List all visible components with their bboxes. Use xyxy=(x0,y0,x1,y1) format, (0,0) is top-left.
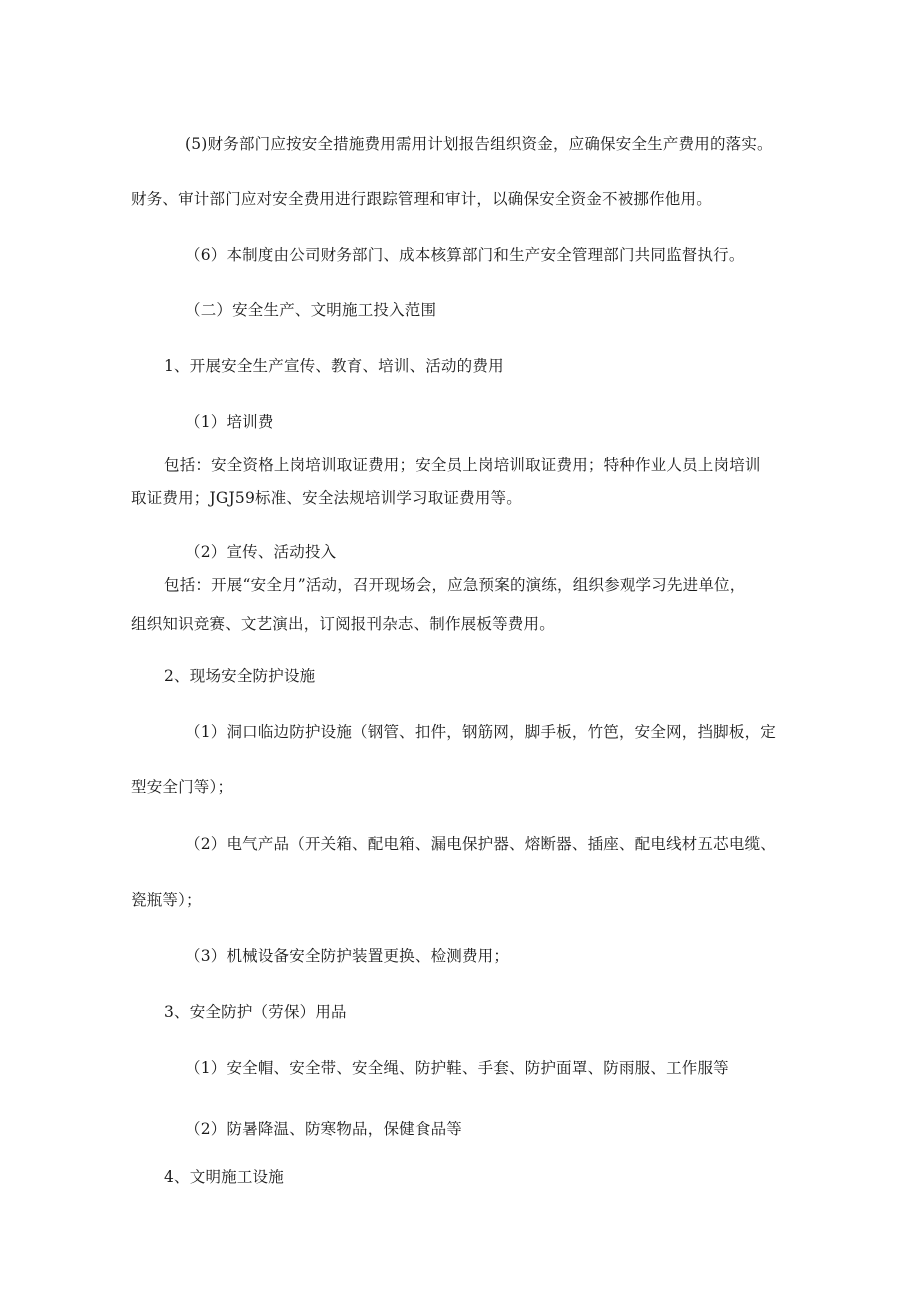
item-heading-protective-equipment: 3、安全防护（劳保）用品 xyxy=(164,1003,347,1021)
subitem-edge-protection: （1）洞口临边防护设施（钢管、扣件，钢筋网，脚手板，竹笆，安全网，挡脚板，定 xyxy=(185,723,776,741)
subitem-electrical-products: （2）电气产品（开关箱、配电箱、漏电保护器、熔断器、插座、配电线材五芯电缆、 xyxy=(185,835,776,853)
subitem-machinery-protection: （3）机械设备安全防护装置更换、检测费用； xyxy=(185,947,510,965)
item-heading-site-protection: 2、现场安全防护设施 xyxy=(164,667,316,685)
paragraph-finance-audit: 财务、审计部门应对安全费用进行跟踪管理和审计，以确保安全资金不被挪作他用。 xyxy=(131,190,712,208)
paragraph-finance-funding: (5)财务部门应按安全措施费用需用计划报告组织资金，应确保安全生产费用的落实。 xyxy=(185,135,773,153)
paragraph-activities-includes-cont: 组织知识竞赛、文艺演出，订阅报刊杂志、制作展板等费用。 xyxy=(131,615,555,633)
subitem-edge-protection-cont: 型安全门等）； xyxy=(131,778,234,796)
paragraph-training-includes-cont: 取证费用；JGJ59标准、安全法规培训学习取证费用等。 xyxy=(131,489,522,507)
paragraph-activities-includes: 包括：开展“安全月”活动，召开现场会，应急预案的演练，组织参观学习先进单位， xyxy=(164,576,746,594)
section-heading-investment-scope: （二）安全生产、文明施工投入范围 xyxy=(185,301,437,319)
subitem-protective-gear: （1）安全帽、安全带、安全绳、防护鞋、手套、防护面罩、防雨服、工作服等 xyxy=(185,1059,729,1077)
item-heading-civilized-construction: 4、文明施工设施 xyxy=(164,1168,284,1186)
subitem-seasonal-supplies: （2）防暑降温、防寒物品，保健食品等 xyxy=(185,1120,462,1138)
item-heading-publicity-training: 1、开展安全生产宣传、教育、培训、活动的费用 xyxy=(164,357,504,375)
subitem-electrical-products-cont: 瓷瓶等）； xyxy=(131,891,202,909)
subitem-publicity-activities: （2）宣传、活动投入 xyxy=(185,543,337,561)
subitem-training-fee: （1）培训费 xyxy=(185,413,274,431)
paragraph-training-includes: 包括：安全资格上岗培训取证费用；安全员上岗培训取证费用；特种作业人员上岗培训 xyxy=(164,456,761,474)
paragraph-supervision: （6）本制度由公司财务部门、成本核算部门和生产安全管理部门共同监督执行。 xyxy=(185,246,745,264)
